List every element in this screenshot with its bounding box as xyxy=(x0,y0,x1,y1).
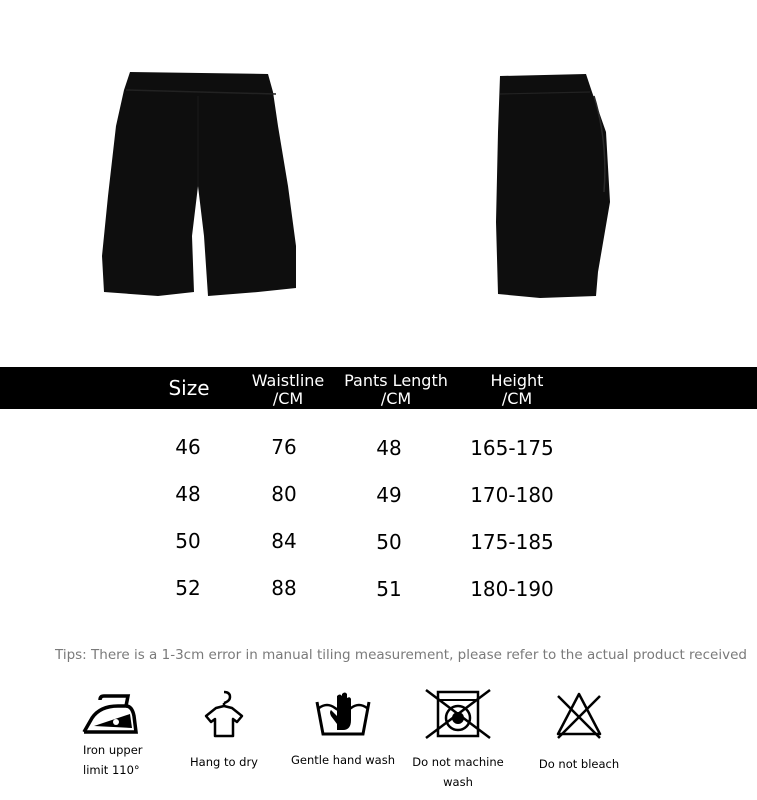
hand-wash-icon xyxy=(313,690,373,740)
size-cell: 48 xyxy=(175,482,201,506)
waistline-cell: 88 xyxy=(271,576,297,600)
height-cell: 165-175 xyxy=(470,436,554,460)
waistline-cell: 84 xyxy=(271,529,297,553)
care-item-no-bleach: Do not bleach xyxy=(532,690,626,774)
height-cell: 180-190 xyxy=(470,577,554,601)
no-machine-wash-icon xyxy=(424,688,492,740)
size-cell: 52 xyxy=(175,576,201,600)
pants-length-cell: 51 xyxy=(376,577,402,601)
header-pants-length: Pants Length /CM xyxy=(344,371,448,408)
shorts-front-image xyxy=(98,66,303,298)
iron-icon xyxy=(80,690,142,738)
no-bleach-icon xyxy=(554,690,604,740)
size-cell: 46 xyxy=(175,435,201,459)
header-waistline: Waistline /CM xyxy=(251,371,325,408)
shorts-side-image xyxy=(494,72,619,300)
measurement-tip: Tips: There is a 1-3cm error in manual tiling measurement, please refer to the actual product received xyxy=(55,647,747,663)
header-height: Height /CM xyxy=(490,371,544,408)
care-item-iron: Iron upper limit 110° xyxy=(70,690,154,780)
pants-length-cell: 50 xyxy=(376,530,402,554)
waistline-cell: 80 xyxy=(271,482,297,506)
height-cell: 175-185 xyxy=(470,530,554,554)
pants-length-cell: 48 xyxy=(376,436,402,460)
care-item-no-machine-wash: Do not machine wash xyxy=(396,688,520,792)
size-cell: 50 xyxy=(175,529,201,553)
care-item-hand-wash: Gentle hand wash xyxy=(289,690,397,770)
header-size: Size xyxy=(168,376,210,400)
height-cell: 170-180 xyxy=(470,483,554,507)
care-item-hang: Hang to dry xyxy=(184,688,264,772)
pants-length-cell: 49 xyxy=(376,483,402,507)
waistline-cell: 76 xyxy=(271,435,297,459)
hanger-shirt-icon xyxy=(202,688,246,740)
